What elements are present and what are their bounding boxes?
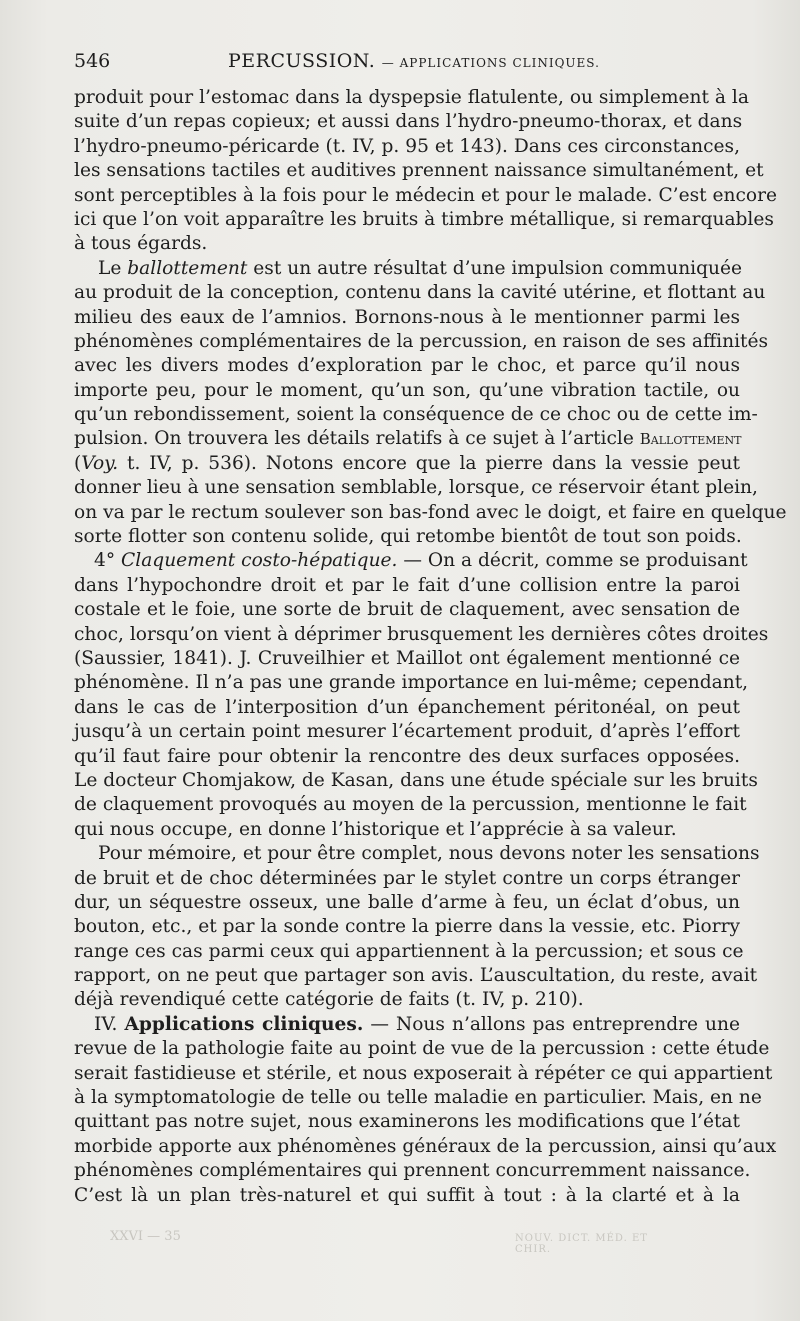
text-line [74, 184, 778, 208]
text-run-i: Claquement costo-hépatique. [121, 550, 398, 572]
text-line [74, 988, 740, 1012]
text-run-t: C’est là un plan très-naturel et qui suffit à tout : à la clarté et à la [74, 1184, 740, 1206]
text-run-t: dans l’hypochondre droit et par le fait d’une collision entre la paroi [74, 574, 740, 596]
text-line [74, 379, 740, 403]
running-title [228, 50, 600, 72]
text-run-t: suite d’un repas copieux; et aussi dans l’hydro-pneumo-thorax, et dans [74, 111, 743, 133]
text-run-t: avec les divers modes d’exploration par le choc, et parce qu’il nous [74, 355, 740, 377]
text-run-t: phénomène. Il n’a pas une grande importance en lui-même; cependant, [74, 672, 749, 694]
text-line [74, 940, 744, 964]
text-run-t: morbide apporte aux phénomènes généraux de la percussion, ainsi qu’aux [74, 1135, 777, 1157]
text-run-t: dur, un séquestre osseux, une balle d’arme à feu, un éclat d’obus, un [74, 891, 740, 913]
text-line [74, 403, 758, 427]
text-run-t: est un autre résultat d’une impulsion communiquée [247, 257, 743, 279]
text-run-t: importe peu, pour le moment, qu’un son, qu’une vibration tactile, ou [74, 379, 740, 401]
text-line [74, 671, 749, 695]
text-line [74, 1037, 770, 1061]
text-line [74, 476, 758, 500]
publisher-mark: NOUV. DICT. MÉD. ET CHIR. [515, 1233, 648, 1255]
text-run-a: pulsion. On trouvera les détails relatifs à ce sujet à l’article [74, 428, 640, 450]
text-line [74, 306, 740, 330]
text-run-t: jusqu’à un certain point mesurer l’écartement produit, d’après l’effort [74, 721, 740, 743]
text-run-t: quittant pas notre sujet, nous examinerons les modifications que l’état [74, 1111, 740, 1133]
text-run-t: milieu des eaux de l’amnios. Bornons-nous à le mentionner parmi les [74, 306, 740, 328]
text-line [74, 501, 787, 525]
text-run-i: ballottement [127, 257, 248, 279]
text-line [74, 891, 740, 915]
text-line [74, 354, 740, 378]
text-line [74, 135, 740, 159]
text-line [74, 647, 740, 671]
text-run-t: — Nous n’allons pas entreprendre une [363, 1013, 740, 1035]
text-line [74, 598, 740, 622]
text-run-t: qu’il faut faire pour obtenir la rencontre des deux surfaces opposées. [74, 745, 740, 767]
text-line [74, 232, 740, 256]
text-run-t: costale et le foie, une sorte de bruit de claquement, avec sensation de [74, 599, 740, 621]
text-run-t: dans le cas de l’interposition d’un épanchement péritonéal, on peut [74, 696, 740, 718]
text-run-t: on va par le rectum soulever son bas-fond avec le doigt, et faire en quelque [74, 501, 787, 523]
text-run-t: (Saussier, 1841). J. Cruveilhier et Maillot ont également mentionné ce [74, 647, 740, 669]
text-line [74, 159, 764, 183]
text-line [74, 915, 740, 939]
text-line [74, 208, 774, 232]
page-number: 546 [74, 50, 111, 72]
text-run-t: au produit de la conception, contenu dans la cavité utérine, et flottant au [74, 282, 766, 304]
text-run-t: phénomènes complémentaires qui prennent concurremment naissance. [74, 1160, 751, 1182]
text-line [74, 525, 740, 549]
text-run-a: IV. [94, 1013, 125, 1035]
text-line [74, 86, 749, 110]
text-run-i: Voy. [81, 452, 119, 474]
text-line [74, 281, 766, 305]
running-title-main: PERCUSSION. [228, 50, 376, 72]
text-run-t: de bruit et de choc déterminées par le stylet contre un corps étranger [74, 867, 740, 889]
text-line [74, 867, 740, 891]
text-run-t: Pour mémoire, et pour être complet, nous devons noter les sensations [98, 843, 760, 865]
running-header [74, 50, 740, 78]
text-run-t: bouton, etc., et par la sonde contre la pierre dans la vessie, etc. Piorry [74, 916, 740, 938]
text-run-a: 4° [94, 550, 122, 572]
text-line [74, 110, 743, 134]
text-line [74, 427, 740, 451]
text-run-t: sorte flotter son contenu solide, qui retombe bientôt de tout son poids. [74, 526, 742, 548]
text-run-t: range ces cas parmi ceux qui appartiennent à la percussion; et sous ce [74, 940, 744, 962]
text-line [74, 842, 760, 866]
text-run-a: Le [98, 257, 128, 279]
text-run-t: ici que l’on voit apparaître les bruits à timbre métallique, si remarquables [74, 208, 774, 230]
text-run-t: produit pour l’estomac dans la dyspepsie flatulente, ou simplement à la [74, 87, 749, 108]
text-run-t: choc, lorsqu’on vient à déprimer brusquement les dernières côtes droites [74, 623, 769, 645]
text-run-t: sont perceptibles à la fois pour le médecin et pour le malade. C’est encore [74, 184, 778, 206]
text-run-t: qu’un rebondissement, soient la conséquence de ce choc ou de cette im- [74, 404, 758, 426]
signature-mark: XXVI — 35 [110, 1229, 181, 1244]
text-line [74, 696, 740, 720]
text-run-a: ( [74, 452, 82, 474]
text-line [74, 1086, 762, 1110]
text-run-t: à la symptomatologie de telle ou telle maladie en particulier. Mais, en ne [74, 1087, 762, 1109]
text-line [74, 720, 740, 744]
text-line [74, 1184, 740, 1208]
text-run-sc: Ballottement [639, 430, 742, 449]
text-line [74, 1110, 740, 1134]
text-run-t: phénomènes complémentaires de la percussion, en raison de ses affinités [74, 330, 769, 352]
text-run-b: Applications cliniques. [124, 1013, 364, 1035]
text-run-t: — On a décrit, comme se produisant [397, 550, 748, 572]
text-run-t: donner lieu à une sensation semblable, lorsque, ce réservoir étant plein, [74, 477, 758, 499]
text-line [74, 257, 743, 281]
text-line [74, 1013, 740, 1037]
text-line [74, 1159, 751, 1183]
body-text [74, 86, 787, 1208]
text-run-t: t. IV, p. 536). Notons encore que la pierre dans la vessie peut [118, 452, 740, 474]
text-run-t: les sensations tactiles et auditives prennent naissance simultanément, et [74, 160, 764, 182]
text-run-t: de claquement provoqués au moyen de la percussion, mentionne le fait [74, 794, 747, 816]
text-line [74, 793, 747, 817]
text-line [74, 452, 740, 476]
text-line [74, 818, 740, 842]
text-line [74, 745, 740, 769]
text-line [74, 964, 758, 988]
text-line [74, 549, 748, 573]
text-line [74, 769, 758, 793]
page-footer [110, 1225, 670, 1255]
text-line [74, 1062, 773, 1086]
text-run-t: à tous égards. [74, 233, 208, 255]
text-run-t: rapport, on ne peut que partager son avis. L’auscultation, du reste, avait [74, 965, 758, 987]
text-line [74, 623, 769, 647]
text-line [74, 330, 769, 354]
text-run-t: revue de la pathologie faite au point de vue de la percussion : cette étude [74, 1038, 770, 1060]
running-title-sub: — APPLICATIONS CLINIQUES. [381, 56, 600, 70]
text-run-t: qui nous occupe, en donne l’historique et l’apprécie à sa valeur. [74, 818, 677, 840]
text-run-t: Le docteur Chomjakow, de Kasan, dans une étude spéciale sur les bruits [74, 769, 758, 791]
text-run-t: serait fastidieuse et stérile, et nous exposerait à répéter ce qui appartient [74, 1062, 773, 1084]
text-line [74, 574, 740, 598]
text-run-t: déjà revendiqué cette catégorie de faits (t. IV, p. 210). [74, 989, 584, 1011]
text-run-t: l’hydro-pneumo-péricarde (t. IV, p. 95 et 143). Dans ces circonstances, [74, 135, 740, 157]
text-line [74, 1135, 777, 1159]
